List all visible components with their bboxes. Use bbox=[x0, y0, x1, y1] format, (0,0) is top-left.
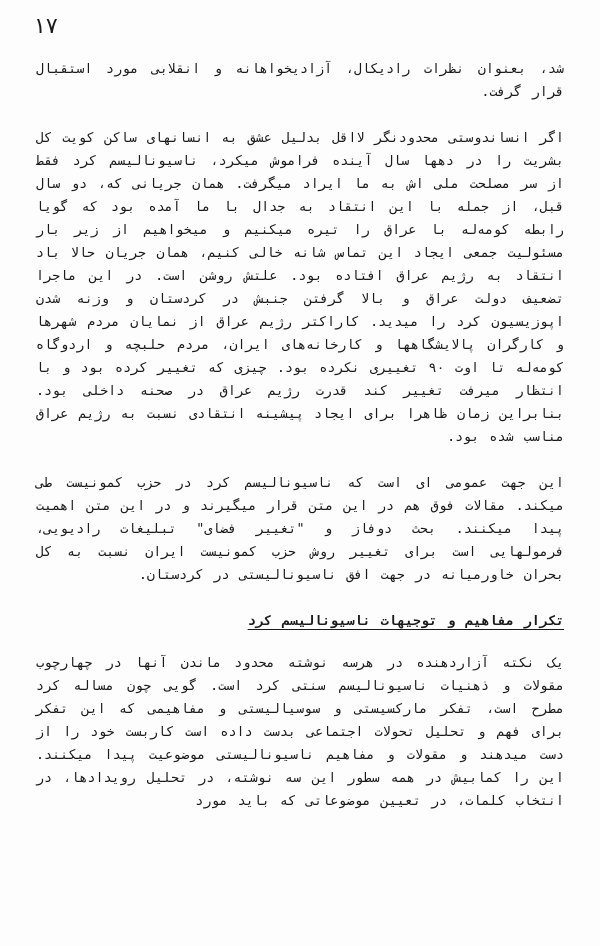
paragraph-gap bbox=[36, 633, 564, 652]
paragraph-gap bbox=[36, 449, 564, 472]
section-heading: تکرار مفاهیم و توجیهات ناسیونالیسم کرد bbox=[247, 614, 564, 629]
page-number: ١٧ bbox=[34, 14, 58, 39]
paragraph-gap bbox=[36, 104, 564, 127]
paragraph-1: شد، بعنوان نظرات رادیکال، آزادیخواهانه و انقلابی مورد استقبال قرار گرفت. bbox=[36, 62, 564, 100]
body-text bbox=[36, 58, 564, 813]
paragraph-3: این جهت عمومی ای است که ناسیونالیسم کرد در حزب کمونیست طی میکند. مقالات فوق هم در این متن قرار میگیرند و در این متن اهمیت پیدا میکنند. بحث دوفاز و "تغییر فضای" تبلیغات رادیویی، فرمولهایی است برای تغییر روش حزب کمونیست ایران نسبت به کل بحران خاورمیانه در جهت افق ناسیونالیستی در کردستان. bbox=[36, 476, 564, 583]
paragraph-gap bbox=[36, 587, 564, 610]
paragraph-4: یک نکته آزاردهنده در هرسه نوشته محدود ماندن آنها در چهارچوب مقولات و ذهنیات ناسیونالیسم سنتی کرد است. گویی چون مساله کرد مطرح است، تفکر مارکسیستی و سوسیالیستی و مفاهیمی که این تفکر برای فهم و تحلیل تحولات اجتماعی بدست داده است کاربست خود را از دست میدهند و مقولات و مفاهیم ناسیونالیستی موضوعیت پیدا میکنند. این را کمابیش در همه سطور این سه نوشته، در تحلیل رویدادها، در انتخاب کلمات، در تعیین موضوعاتی که باید مورد bbox=[36, 656, 564, 809]
paragraph-2: اگر انساندوستی محدودنگر لااقل بدلیل عشق به انسانهای ساکن کویت کل بشریت را در دهها سال آینده فراموش میکرد، ناسیونالیسم کرد فقط از سر مصلحت ملی اش به ما ایراد میگرفت. همان جریانی که، دو سال قبل، از جمله با این انتقاد به جدال با ما آمده بود که گویا رابطه کومه‌له با عراق را تیره میکنیم و میخواهیم از زیر بار مسئولیت جمعی ایجاد این تماس شانه خالی کنیم، همان جریان حالا باد انتقاد به رژیم عراق افتاده بود. علتش روشن است. در این ماجرا تضعیف دولت عراق و بالا گرفتن جنبش در کردستان و وزنه شدن اپوزیسیون کرد را میدید. کاراکتر رژیم عراق از نمایان مردم شهرها و کارگران پالایشگاهها و کارخانه‌های ایران، مردم حلبچه و اردوگاه کومه‌له تا اوت ۹۰ تغییری نکرده بود. چیزی که تغییر کرده بود و با انتظار میرفت تغییر کند قدرت رژیم عراق در صحنه داخلی بود. بنابراین زمان ظاهرا برای ایجاد پیشینه انتقادی نسبت به رژیم عراق مناسب شده بود. bbox=[36, 131, 564, 445]
